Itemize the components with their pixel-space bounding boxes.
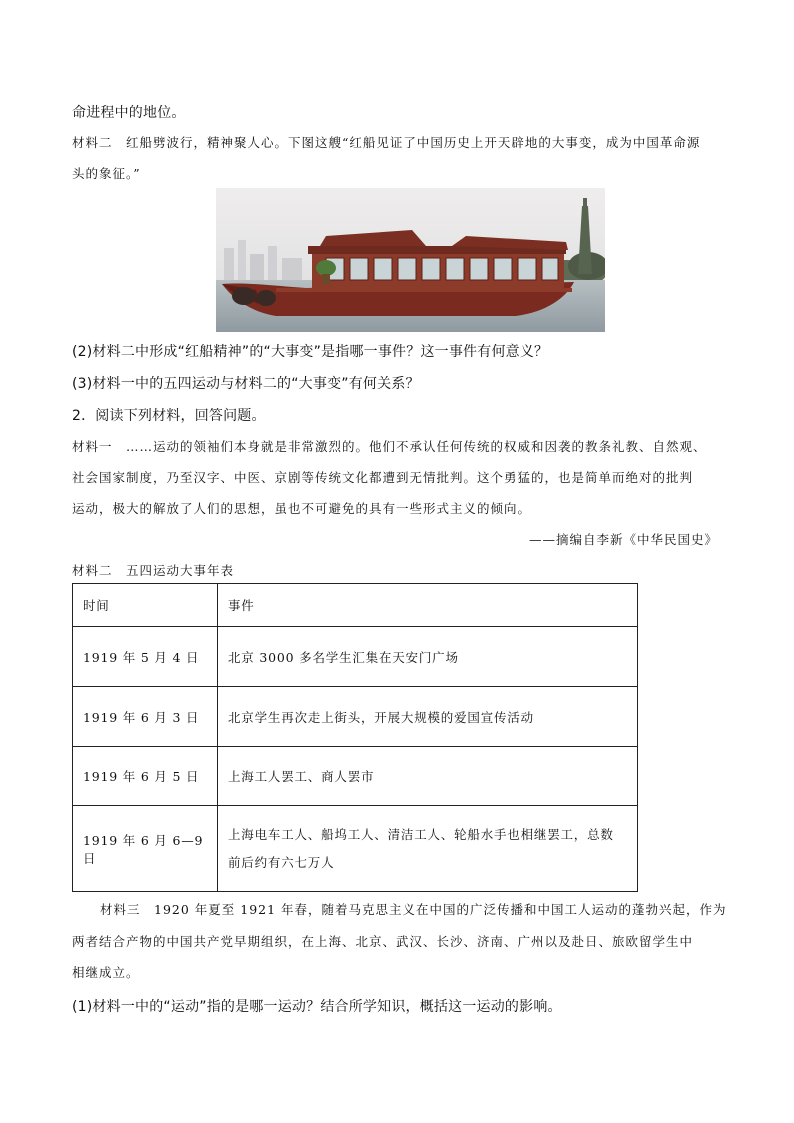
material-1-text: 社会国家制度，乃至汉字、中医、京剧等传统文化都遭到无情批判。这个勇猛的，也是简单而绝对的批判 <box>72 470 694 485</box>
material-2-text: 材料二 红船劈波行，精神聚人心。下图这艘“红船见证了中国历史上开天辟地的大事变，成为中国革命源 <box>72 135 701 150</box>
table-row <box>73 747 638 806</box>
red-boat-photo <box>216 188 605 332</box>
table-cell-event: 北京学生再次走上街头，开展大规模的爱国宣传活动 <box>218 687 638 747</box>
table-row <box>73 806 638 892</box>
table-cell-event-line: 上海电车工人、船坞工人、清洁工人、轮船水手也相继罢工，总数 <box>228 826 614 842</box>
table-cell-event: 上海工人罢工、商人罢市 <box>218 747 638 806</box>
question-2: (2)材料二中形成“红船精神”的“大事变”是指哪一事件？这一事件有何意义？ <box>72 344 549 360</box>
material-1-text: 运动，极大的解放了人们的思想，虽也不可避免的具有一些形式主义的倾向。 <box>72 501 532 516</box>
material-1-text: 材料一 ……运动的领袖们本身就是非常激烈的。他们不承认任何传统的权威和因袭的教条礼教、自然观、 <box>72 439 707 454</box>
table-cell-time: 1919 年 5 月 4 日 <box>73 627 218 687</box>
table-header: 事件 <box>218 584 638 627</box>
text-line: 命进程中的地位。 <box>72 105 186 121</box>
table-cell-event <box>218 806 638 892</box>
table-header-row <box>73 584 638 627</box>
events-table <box>72 583 638 892</box>
table-row <box>73 687 638 747</box>
source-citation: ——摘编自李新《中华民国史》 <box>528 532 718 547</box>
table-row <box>73 627 638 687</box>
table-cell-time: 1919 年 6 月 6—9 日 <box>73 806 218 892</box>
question-heading-2: 2．阅读下列材料，回答问题。 <box>72 408 266 424</box>
question-3: (3)材料一中的五四运动与材料二的“大事变”有何关系？ <box>72 376 420 392</box>
material-3-text: 相继成立。 <box>72 965 140 980</box>
table-cell-time: 1919 年 6 月 5 日 <box>73 747 218 806</box>
table-header: 时间 <box>73 584 218 627</box>
material-3-text: 材料三 1920 年夏至 1921 年春，随着马克思主义在中国的广泛传播和中国工人运动的蓬勃兴起，作为 <box>100 902 727 917</box>
red-boat-icon <box>216 188 605 332</box>
material-2-text: 头的象征。” <box>72 166 141 181</box>
question-2-1: (1)材料一中的“运动”指的是哪一运动？结合所学知识，概括这一运动的影响。 <box>72 999 562 1015</box>
table-cell-event-line: 前后约有六七万人 <box>228 854 335 870</box>
material-2-title: 材料二 五四运动大事年表 <box>72 563 235 578</box>
table-cell-event: 北京 3000 多名学生汇集在天安门广场 <box>218 627 638 687</box>
table-cell-time: 1919 年 6 月 3 日 <box>73 687 218 747</box>
material-3-text: 两者结合产物的中国共产党早期组织，在上海、北京、武汉、长沙、济南、广州以及赴日、旅欧留学生中 <box>72 934 694 949</box>
